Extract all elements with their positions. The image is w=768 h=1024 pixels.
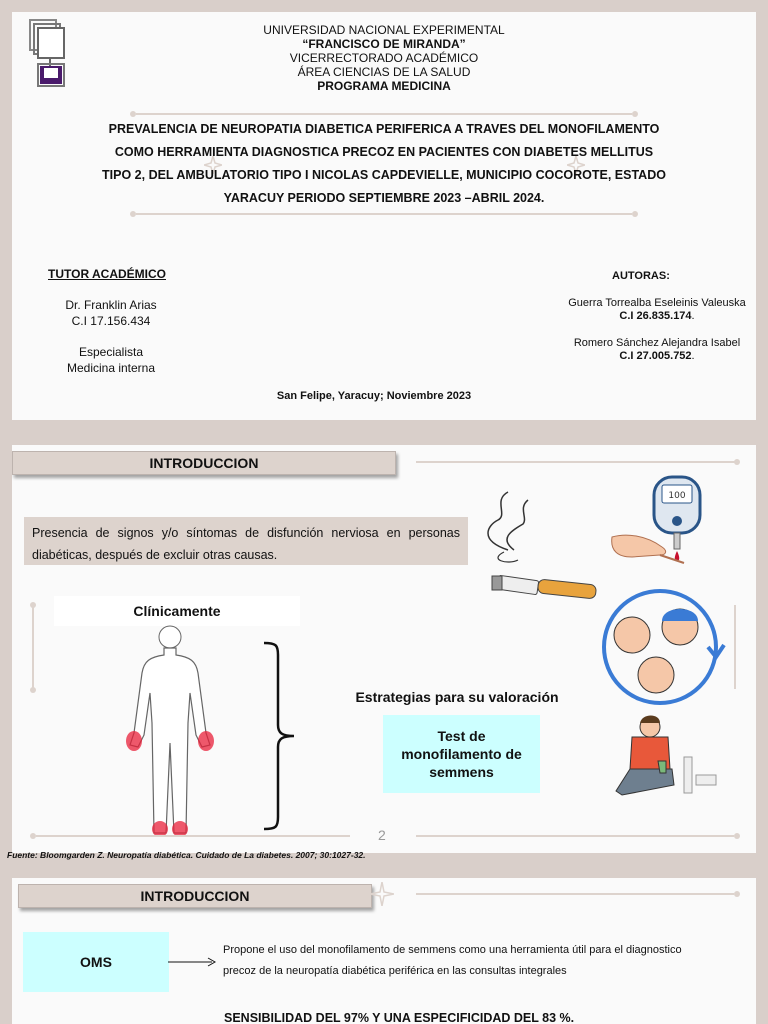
introduction-slide [12,445,756,853]
authors-list [532,297,756,363]
tutor-field: Medicina interna [66,361,156,375]
divider-line-top [136,113,632,115]
definition-box: Presencia de signos y/o síntomas de disfunción nerviosa en personas diabéticas, después de excluir otras causas. [24,517,468,565]
vice-rectorate: VICERRECTORADO ACADÉMICO [289,51,479,65]
university-header [12,23,756,93]
divider-dot [734,459,740,465]
health-area: ÁREA CIENCIAS DE LA SALUD [297,65,471,79]
author-1-ci: C.I 26.835.174 [619,310,692,322]
monofilament-test-box [383,715,540,793]
tutor-heading: TUTOR ACADÉMICO [48,267,166,281]
side-line-right [734,605,736,689]
proposal-line: precoz de la neuropatía diabética periférica en las consultas integrales [223,965,567,977]
tutor-info [36,297,186,376]
program-name: PROGRAMA MEDICINA [317,79,451,93]
title-line: COMO HERRAMIENTA DIAGNOSTICA PRECOZ EN PACIENTES CON DIABETES MELLITUS [114,145,654,159]
title-slide [12,12,756,420]
author-2-name: Romero Sánchez Alejandra Isabel [573,337,741,349]
clinically-label: Clínicamente [54,596,300,626]
section-header: INTRODUCCION [12,451,396,475]
title-line: TIPO 2, DEL AMBULATORIO TIPO I NICOLAS CAPDEVIELLE, MUNICIPIO COCOROTE, ESTADO [102,168,666,182]
human-body-icon [120,623,216,841]
footer-line-left [36,835,350,837]
divider-line-bottom [136,213,632,215]
glucometer-icon [606,475,736,575]
sensitivity-stats: SENSIBILIDAD DEL 97% Y UNA ESPECIFICIDAD DEL 83 %. [224,1011,575,1024]
person-drinking-icon [612,713,738,803]
oms-proposal [223,940,743,982]
tutor-name: Dr. Franklin Arias [65,298,157,312]
divider-dot [632,111,638,117]
cigarette-icon [468,490,598,602]
header-divider [416,461,736,463]
proposal-line: Propone el uso del monofilamento de semmens como una herramienta útil para el diagnostico [223,944,682,956]
strategies-label: Estrategias para su valoración [355,689,559,705]
period: . [691,310,695,322]
university-name: UNIVERSIDAD NACIONAL EXPERIMENTAL [263,23,505,37]
test-line: Test de [437,728,486,744]
age-cycle-icon [600,587,726,707]
test-line: semmens [429,764,494,780]
source-citation: Fuente: Bloomgarden Z. Neuropatía diabética. Cuidado de La diabetes. 2007; 30:1027-32. [7,850,366,860]
authors-heading: AUTORAS: [612,270,670,282]
bracket-icon [262,641,302,831]
divider-dot [734,833,740,839]
period: . [691,350,695,362]
introduction-slide-oms [12,878,756,1024]
glucometer-reading: 100 [668,491,686,501]
arrow-right-icon [168,956,218,968]
oms-box: OMS [23,932,169,992]
author-1-name: Guerra Torrealba Eseleinis Valeuska [568,297,746,309]
header-divider [416,893,734,895]
title-line: YARACUY PERIODO SEPTIEMBRE 2023 –ABRIL 2024. [223,191,545,205]
side-line-left [32,605,34,689]
divider-dot [632,211,638,217]
test-line: monofilamento de [401,746,522,762]
title-line: PREVALENCIA DE NEUROPATIA DIABETICA PERIFERICA A TRAVES DEL MONOFILAMENTO [108,122,660,136]
footer-line-right [416,835,734,837]
sparkle-icon [370,882,394,906]
page-number: 2 [378,827,386,843]
tutor-specialty: Especialista [78,345,144,359]
divider-dot [30,687,36,693]
divider-dot [734,891,740,897]
place-date: San Felipe, Yaracuy; Noviembre 2023 [276,390,472,402]
tutor-ci: C.I 17.156.434 [71,314,151,328]
author-2-ci: C.I 27.005.752 [619,350,692,362]
research-title [82,118,686,210]
university-subname: “FRANCISCO DE MIRANDA” [302,37,466,51]
section-header: INTRODUCCION [18,884,372,908]
